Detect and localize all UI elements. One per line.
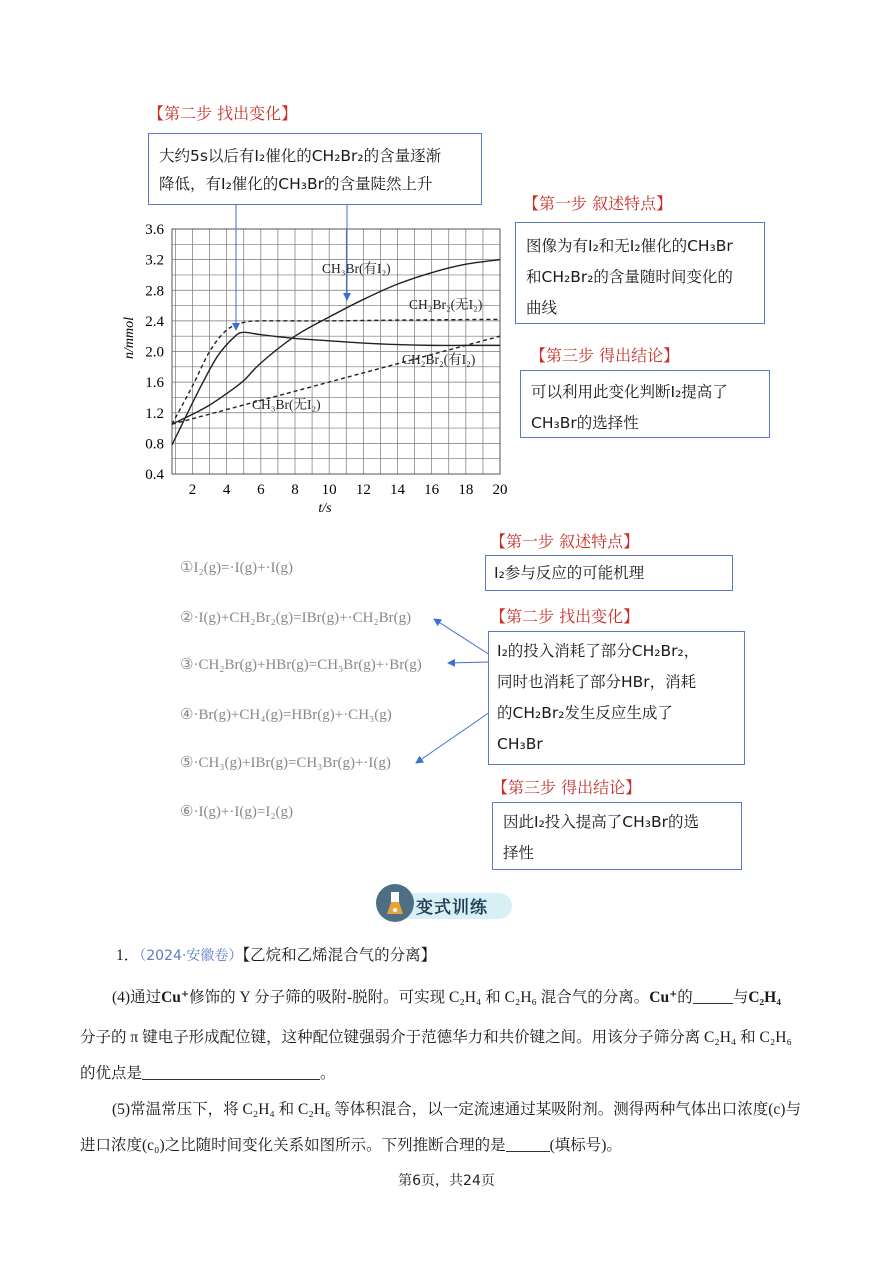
- upper-step1-line1: 图像为有I₂和无I₂催化的CH₃Br: [526, 237, 733, 255]
- y-axis-label: n/mmol: [122, 317, 137, 359]
- q5-line2-text: 进口浓度(c₀)之比随时间变化关系如图所示。下列推断合理的是: [80, 1137, 506, 1154]
- cu-ion-2: Cu⁺: [649, 989, 678, 1006]
- q4-line3-text: 的优点是: [80, 1065, 143, 1082]
- lower-step3-line2: 择性: [503, 844, 535, 862]
- banner-label: 变式训练: [416, 898, 488, 918]
- q4-text-a: (4)通过: [112, 989, 162, 1006]
- lower-step1-line: I₂参与反应的可能机理: [494, 564, 645, 582]
- lower-step2-line2: 同时也消耗了部分HBr，消耗: [497, 673, 697, 691]
- y-tick-label: 2.0: [145, 344, 164, 361]
- y-tick-label: 3.2: [145, 252, 164, 269]
- series-label-ch3br_i2: CH₃Br(有I₂): [322, 261, 391, 276]
- lower-step3-box: [492, 802, 742, 870]
- x-tick-label: 4: [222, 482, 231, 498]
- upper-step2-line1: 大约5s以后有I₂催化的CH₂Br₂的含量逐渐: [159, 147, 442, 165]
- equation-2: ②·I(g)+CH₂Br₂(g)=IBr(g)+·CH₂Br(g): [180, 610, 412, 626]
- q4-line2: 分子的 π 键电子形成配位键，这种配位键强弱介于范德华力和共价键之间。用该分子筛分离 C₂H₄ 和 C₂H₆: [80, 1029, 792, 1046]
- x-tick-label: 6: [257, 482, 265, 498]
- y-tick-label: 2.4: [145, 313, 164, 330]
- q5-line2: [80, 1133, 622, 1155]
- answer-blank-3[interactable]: [506, 1137, 550, 1152]
- q4-line1: [112, 985, 781, 1007]
- q4-line3: [80, 1061, 336, 1083]
- y-tick-label: 1.6: [145, 375, 164, 392]
- variant-training-banner: [376, 884, 516, 924]
- lower-step3-title: 【第三步 得出结论】: [492, 778, 642, 797]
- lower-step2-line1: I₂的投入消耗了部分CH₂Br₂，: [497, 642, 700, 660]
- y-tick-label: 0.8: [145, 436, 164, 453]
- q4-line3-end: 。: [320, 1065, 336, 1082]
- lower-step1-title: 【第一步 叙述特点】: [490, 532, 640, 551]
- upper-step3-line1: 可以利用此变化判断I₂提高了: [531, 383, 728, 401]
- x-tick-label: 8: [291, 482, 299, 498]
- series-label-ch3br_no: CH₃Br(无I₂): [252, 397, 321, 412]
- equation-4: ④·Br(g)+CH₄(g)=HBr(g)+·CH₃(g): [180, 707, 392, 723]
- question-source: （2024·安徽卷）: [139, 948, 243, 964]
- lower-step2-box: [488, 631, 745, 765]
- x-tick-label: 2: [188, 482, 197, 498]
- cu-ion: Cu⁺: [161, 989, 190, 1006]
- lower-step2-line4: CH₃Br: [497, 735, 543, 753]
- y-tick-label: 3.6: [145, 222, 164, 238]
- series-label-ch2br2_no: CH₂Br₂(无I₂): [409, 297, 483, 312]
- lower-step1-box: [485, 555, 733, 591]
- x-tick-label: 10: [321, 482, 337, 498]
- arrow-to-eq5: [416, 712, 490, 763]
- lower-step2-title: 【第二步 找出变化】: [490, 607, 640, 626]
- equation-3: ③·CH₂Br(g)+HBr(g)=CH₃Br(g)+·Br(g): [180, 657, 422, 673]
- page-footer: 第6页，共24页: [398, 1173, 495, 1189]
- question-topic: 【乙烷和乙烯混合气的分离】: [242, 946, 437, 964]
- answer-blank-2[interactable]: [142, 1065, 320, 1080]
- lower-step2-line3: 的CH₂Br₂发生反应生成了: [497, 704, 673, 722]
- upper-step3-title: 【第三步 得出结论】: [530, 346, 680, 365]
- y-tick-label: 0.4: [145, 467, 164, 483]
- x-tick-label: 14: [390, 482, 405, 498]
- upper-step1-line2: 和CH₂Br₂的含量随时间变化的: [526, 268, 733, 286]
- upper-step2-title: 【第二步 找出变化】: [148, 104, 298, 123]
- y-tick-label: 2.8: [145, 283, 164, 300]
- upper-step1-line3: 曲线: [526, 299, 558, 317]
- equation-1: ①I₂(g)=·I(g)+·I(g): [180, 560, 294, 576]
- q4-text-c: 的: [677, 989, 693, 1006]
- q5-line2-end: (填标号)。: [549, 1137, 622, 1154]
- arrow-to-eq3: [448, 662, 490, 663]
- y-tick-label: 1.2: [145, 405, 164, 422]
- q4-text-b: 修饰的 Y 分子筛的吸附-脱附。可实现 C₂H₄ 和 C₂H₆ 混合气的分离。: [189, 989, 650, 1006]
- q4-text-d: 与: [732, 989, 749, 1006]
- x-tick-label: 16: [424, 482, 440, 498]
- upper-step3-line2: CH₃Br的选择性: [531, 414, 639, 432]
- flask-icon: [376, 884, 414, 922]
- q5-line1: (5)常温常压下，将 C₂H₄ 和 C₂H₆ 等体积混合，以一定流速通过某吸附剂。测得两种气体出口浓度(c)与: [112, 1101, 801, 1118]
- x-tick-label: 20: [492, 482, 508, 498]
- upper-step1-title: 【第一步 叙述特点】: [523, 194, 673, 213]
- question-header: [116, 943, 436, 965]
- x-axis-label: t/s: [318, 501, 332, 516]
- upper-step2-line2: 降低，有I₂催化的CH₃Br的含量陡然上升: [159, 175, 433, 193]
- equation-6: ⑥·I(g)+·I(g)=I₂(g): [180, 804, 294, 820]
- answer-blank-1[interactable]: [693, 989, 733, 1004]
- equation-5: ⑤·CH₃(g)+IBr(g)=CH₃Br(g)+·I(g): [180, 755, 391, 771]
- lower-step3-line1: 因此I₂投入提高了CH₃Br的选: [503, 813, 699, 831]
- x-tick-label: 12: [355, 482, 371, 498]
- c2h4-bold: C₂H₄: [748, 989, 781, 1006]
- series-label-ch2br2_i2: CH₂Br₂(有I₂): [402, 352, 476, 367]
- arrow-to-eq2: [434, 619, 490, 655]
- question-number: 1．: [116, 947, 140, 964]
- x-tick-label: 18: [458, 482, 474, 498]
